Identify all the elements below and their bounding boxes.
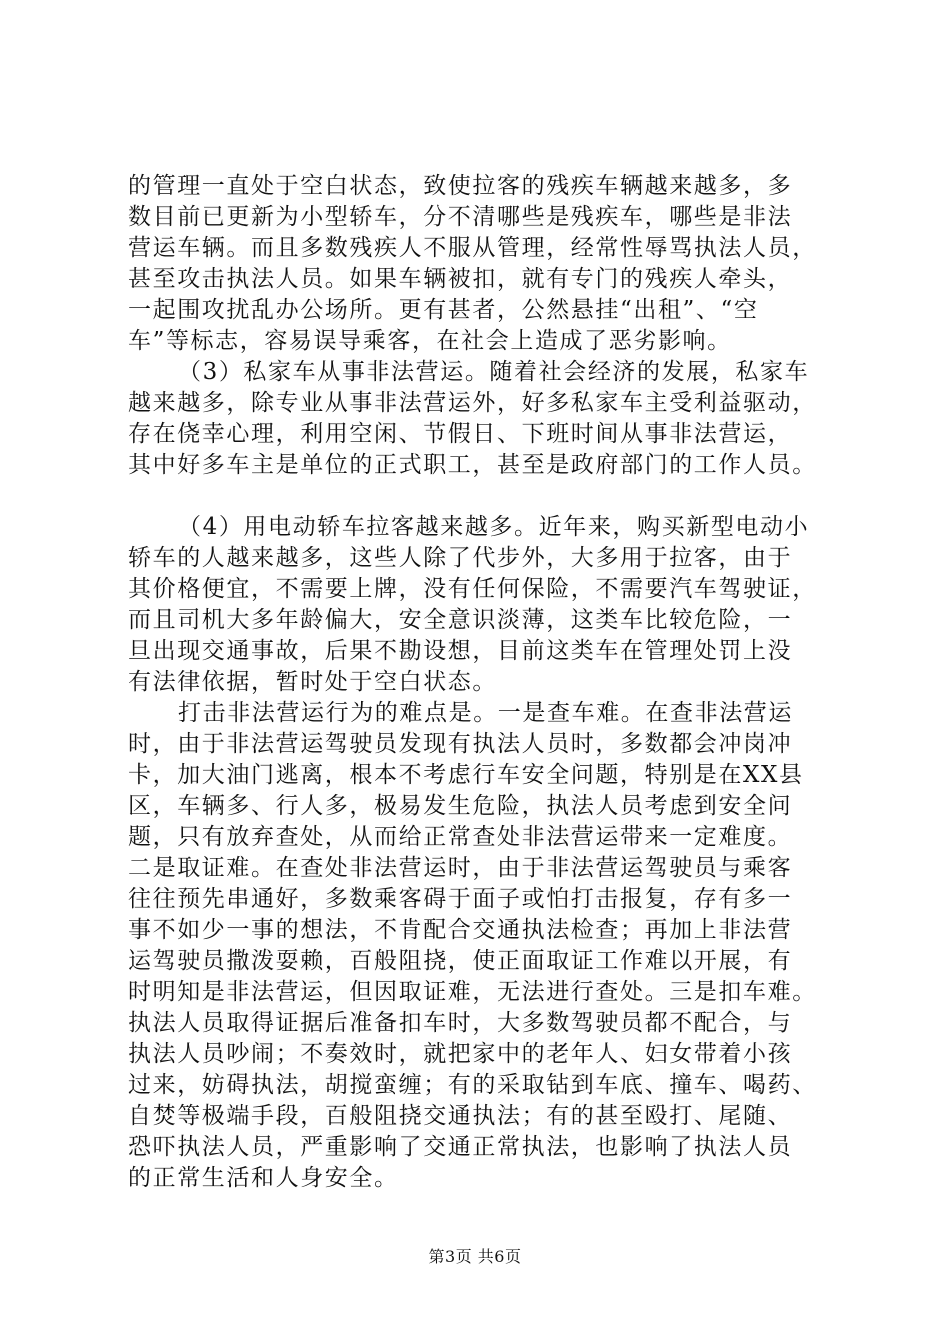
- text-line: 卡，加大油门逃离，根本不考虑行车安全问题，特别是在XX县: [128, 762, 804, 788]
- text-line: 执法人员取得证据后准备扣车时，大多数驾驶员都不配合，与: [128, 1010, 793, 1036]
- text-line: 的管理一直处于空白状态，致使拉客的残疾车辆越来越多，多: [128, 173, 793, 199]
- text-line: 旦出现交通事故，后果不勘设想，目前这类车在管理处罚上没: [128, 638, 793, 664]
- text-line: 时明知是非法营运，但因取证难，无法进行查处。三是扣车难。: [128, 979, 817, 1005]
- text-line: 有法律依据，暂时处于空白状态。: [128, 669, 497, 695]
- text-line: 过来，妨碍执法，胡搅蛮缠；有的采取钻到车底、撞车、喝药、: [128, 1072, 817, 1098]
- text-line: 数目前已更新为小型轿车，分不清哪些是残疾车，哪些是非法: [128, 204, 793, 230]
- text-line: 的正常生活和人身安全。: [128, 1165, 399, 1191]
- text-line: 恐吓执法人员，严重影响了交通正常执法，也影响了执法人员: [128, 1134, 793, 1160]
- text-line: （4）用电动轿车拉客越来越多。近年来，购买新型电动小: [178, 514, 810, 540]
- text-line: 营运车辆。而且多数残疾人不服从管理，经常性辱骂执法人员，: [128, 235, 817, 261]
- text-line: 事不如少一事的想法，不肯配合交通执法检查；再加上非法营: [128, 917, 793, 943]
- text-line: 题，只有放弃查处，从而给正常查处非法营运带来一定难度。: [128, 824, 793, 850]
- text-line: 区，车辆多、行人多，极易发生危险，执法人员考虑到安全问: [128, 793, 793, 819]
- text-line: 打击非法营运行为的难点是。一是查车难。在查非法营运: [178, 700, 793, 726]
- text-line: 运驾驶员撒泼耍赖，百般阻挠，使正面取证工作难以开展，有: [128, 948, 793, 974]
- text-line: 其中好多车主是单位的正式职工，甚至是政府部门的工作人员。: [128, 452, 817, 478]
- text-line: 执法人员吵闹；不奏效时，就把家中的老年人、妇女带着小孩: [128, 1041, 793, 1067]
- text-line: 往往预先串通好，多数乘客碍于面子或怕打击报复，存有多一: [128, 886, 793, 912]
- text-line: 存在侥幸心理，利用空闲、节假日、下班时间从事非法营运，: [128, 421, 793, 447]
- text-line: （3）私家车从事非法营运。随着社会经济的发展，私家车: [178, 359, 810, 385]
- text-line: 时，由于非法营运驾驶员发现有执法人员时，多数都会冲岗冲: [128, 731, 793, 757]
- text-line: 一起围攻扰乱办公场所。更有甚者，公然悬挂“出租”、“空: [128, 297, 759, 323]
- page-footer: 第3页 共6页: [428, 1247, 522, 1266]
- text-line: 车”等标志，容易误导乘客，在社会上造成了恶劣影响。: [128, 328, 732, 354]
- text-line: 而且司机大多年龄偏大，安全意识淡薄，这类车比较危险，一: [128, 607, 793, 633]
- text-line: 自焚等极端手段，百般阻挠交通执法；有的甚至殴打、尾随、: [128, 1103, 793, 1129]
- text-line: 其价格便宜，不需要上牌，没有任何保险，不需要汽车驾驶证，: [128, 576, 817, 602]
- text-line: 越来越多，除专业从事非法营运外，好多私家车主受利益驱动，: [128, 390, 817, 416]
- text-line: 甚至攻击执法人员。如果车辆被扣，就有专门的残疾人牵头，: [128, 266, 793, 292]
- text-line: 二是取证难。在查处非法营运时，由于非法营运驾驶员与乘客: [128, 855, 793, 881]
- text-line: 轿车的人越来越多，这些人除了代步外，大多用于拉客，由于: [128, 545, 793, 571]
